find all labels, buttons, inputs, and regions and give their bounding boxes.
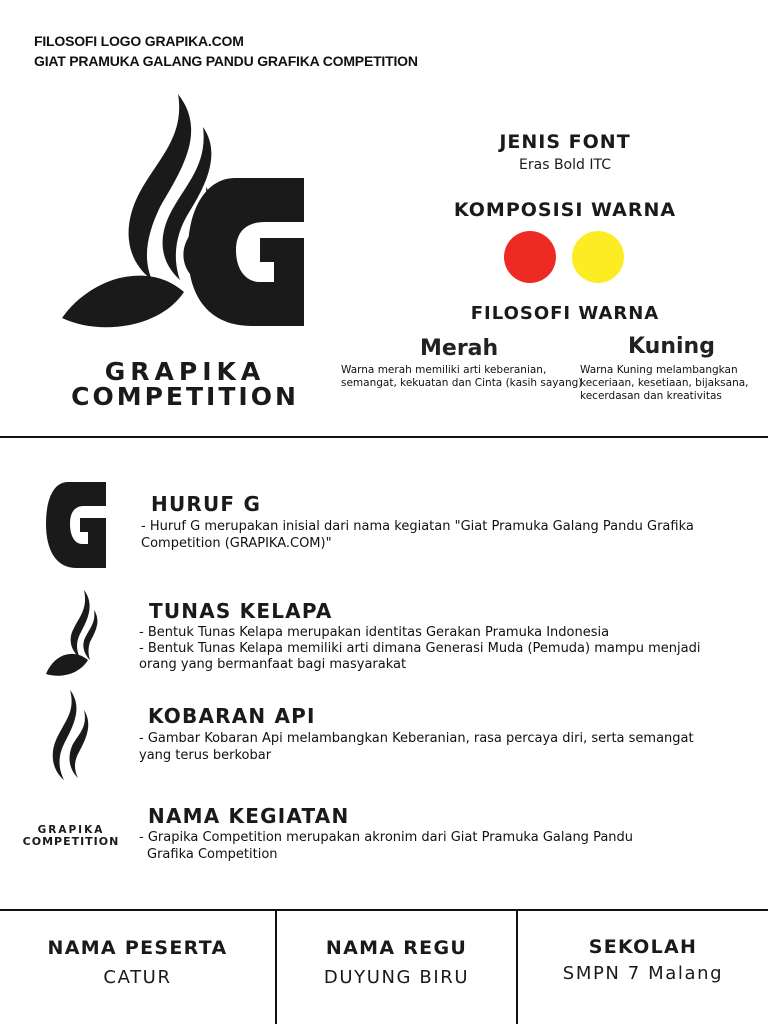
small-logo-word-competition: COMPETITION	[22, 835, 120, 848]
font-name: Eras Bold ITC	[519, 157, 611, 173]
color-section-title: KOMPOSISI WARNA	[453, 199, 677, 221]
divider-bottom	[0, 909, 768, 911]
font-section-title: JENIS FONT	[499, 131, 631, 153]
logo-word-competition: COMPETITION	[71, 382, 299, 411]
section-text-kobaran-api-2: yang terus berkobar	[139, 748, 272, 763]
header-line-1: FILOSOFI LOGO GRAPIKA.COM	[34, 33, 244, 49]
section-title-nama-kegiatan: NAMA KEGIATAN	[148, 804, 350, 828]
yellow-name: Kuning	[628, 334, 715, 359]
section-text-tunas-kelapa-1: - Bentuk Tunas Kelapa merupakan identitas Gerakan Pramuka Indonesia	[139, 625, 610, 640]
section-title-tunas-kelapa: TUNAS KELAPA	[149, 599, 333, 623]
school-value: SMPN 7 Malang	[562, 963, 724, 984]
section-title-huruf-g: HURUF G	[151, 492, 262, 516]
small-logo-word-grapika: GRAPIKA	[37, 824, 105, 836]
section-text-huruf-g-1: - Huruf G merupakan inisial dari nama kegiatan "Giat Pramuka Galang Pandu Grafika	[141, 519, 694, 534]
participant-value: CATUR	[103, 967, 172, 988]
school-label: SEKOLAH	[588, 936, 698, 958]
yellow-desc-3: kecerdasan dan kreativitas	[580, 390, 722, 402]
logo-word-grapika: GRAPIKA	[104, 357, 266, 386]
divider-top	[0, 436, 768, 438]
red-desc-2: semangat, kekuatan dan Cinta (kasih sayang)	[341, 377, 583, 389]
section-text-huruf-g-2: Competition (GRAPIKA.COM)"	[141, 536, 332, 551]
section-text-tunas-kelapa-2: - Bentuk Tunas Kelapa memiliki arti dimana Generasi Muda (Pemuda) mampu menjadi	[139, 641, 701, 656]
coconut-sprout-icon	[44, 588, 104, 678]
grapika-logo-icon	[60, 92, 310, 342]
philosophy-title: FILOSOFI WARNA	[470, 303, 660, 324]
section-text-tunas-kelapa-3: orang yang bermanfaat bagi masyarakat	[139, 657, 407, 672]
header-line-2: GIAT PRAMUKA GALANG PANDU GRAFIKA COMPETITION	[34, 53, 418, 69]
section-text-nama-kegiatan-1: - Grapika Competition merupakan akronim dari Giat Pramuka Galang Pandu	[139, 830, 634, 845]
red-desc-1: Warna merah memiliki arti keberanian,	[341, 364, 547, 376]
yellow-desc-2: keceriaan, kesetiaan, bijaksana,	[580, 377, 749, 389]
section-text-nama-kegiatan-2: Grafika Competition	[147, 847, 278, 862]
red-name: Merah	[420, 336, 499, 361]
flame-icon	[48, 688, 96, 782]
red-swatch	[504, 231, 556, 283]
letter-g-icon	[44, 480, 108, 570]
participant-label: NAMA PESERTA	[47, 937, 228, 959]
team-value: DUYUNG BIRU	[323, 967, 470, 988]
yellow-swatch	[572, 231, 624, 283]
section-text-kobaran-api-1: - Gambar Kobaran Api melambangkan Keberanian, rasa percaya diri, serta semangat	[139, 731, 694, 746]
section-title-kobaran-api: KOBARAN API	[148, 704, 316, 728]
team-label: NAMA REGU	[325, 937, 468, 959]
yellow-desc-1: Warna Kuning melambangkan	[580, 364, 738, 376]
